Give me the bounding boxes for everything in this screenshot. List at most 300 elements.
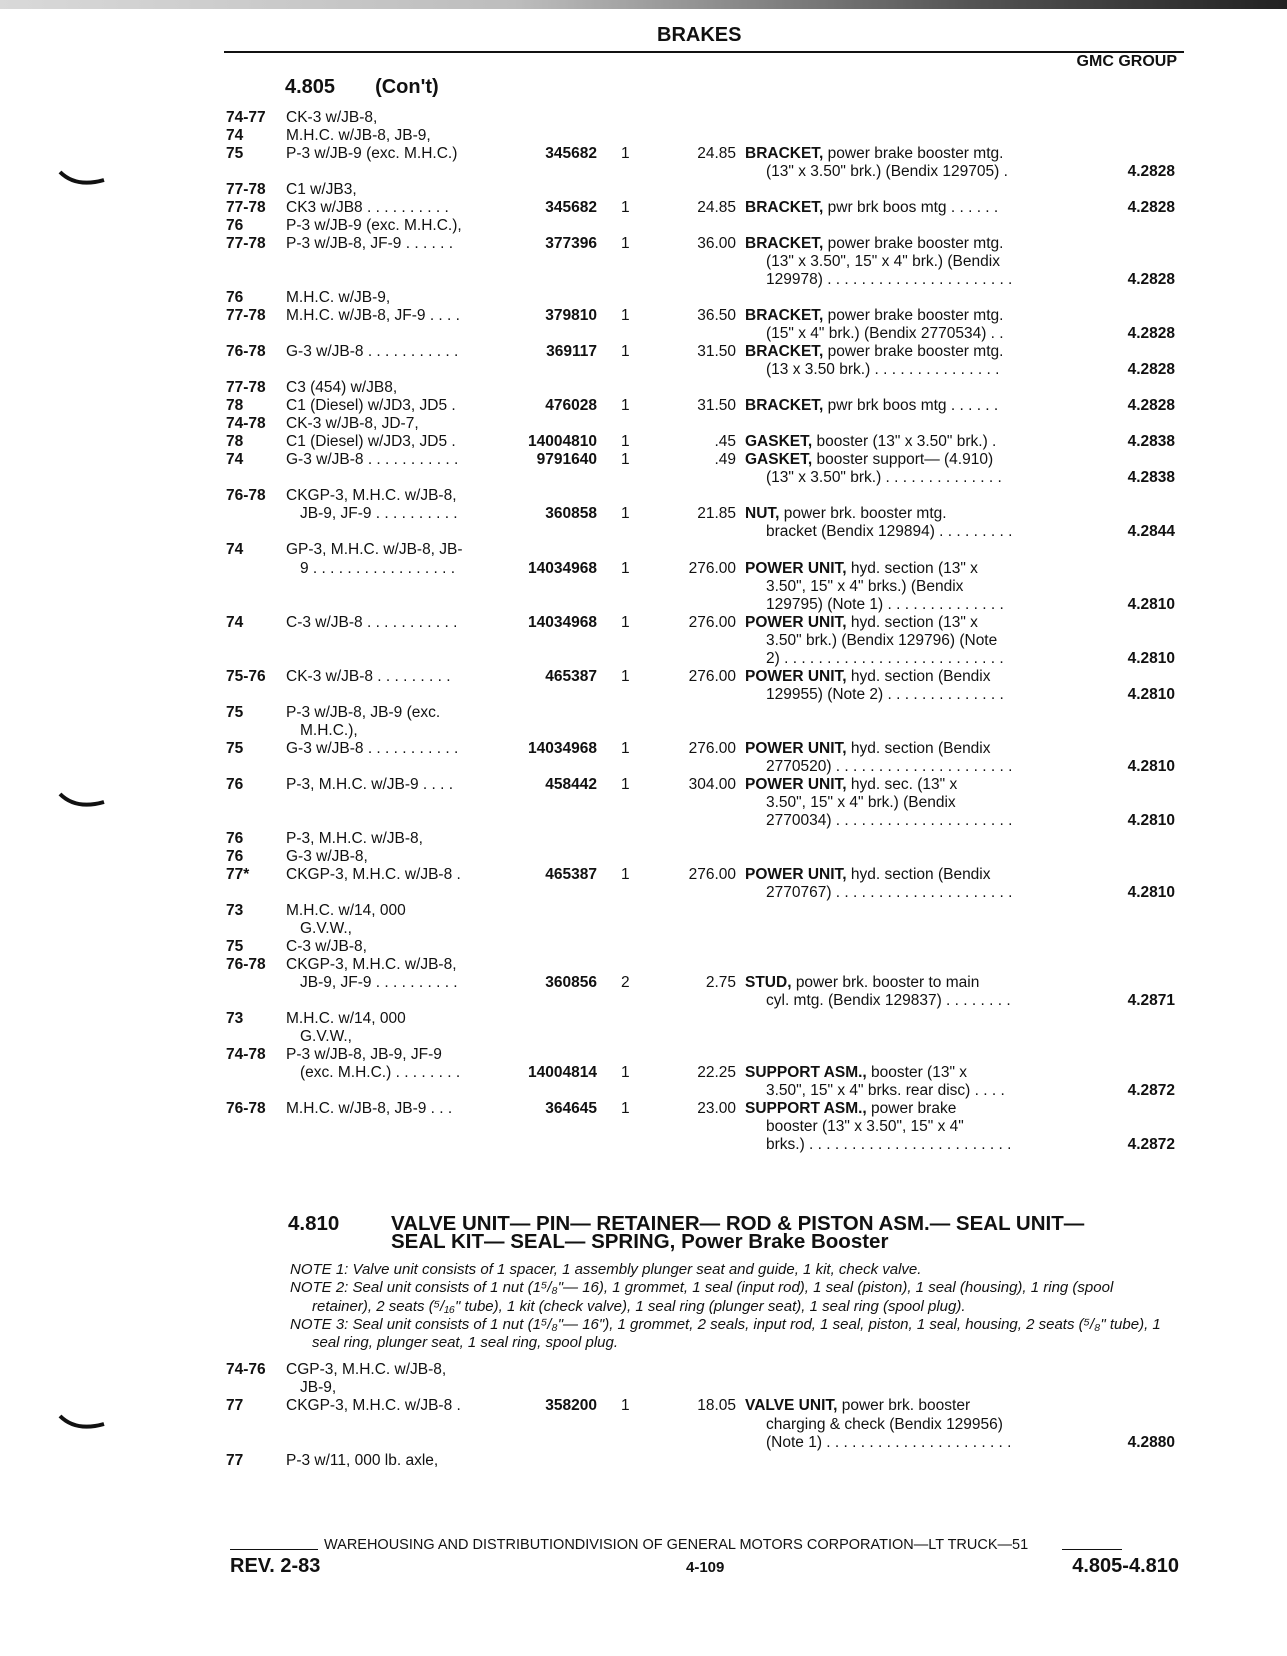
part-description [766, 757, 1012, 776]
table-row [0, 360, 1287, 379]
group-ref: 4.2810 [1127, 649, 1175, 667]
part-detail: 2) . . . . . . . . . . . . . . . . . . . . . . . . . . [766, 649, 1004, 667]
header-rule [224, 51, 1184, 53]
part-detail: (15" x 4" brk.) (Bendix 2770534) . . [766, 325, 1004, 343]
quantity: 1 [621, 775, 630, 793]
part-description [745, 1099, 956, 1118]
table-row [0, 540, 1287, 559]
price: 276.00 [688, 613, 736, 631]
application-desc: CKGP-3, M.H.C. w/JB-8 . [286, 865, 461, 883]
price: 276.00 [688, 559, 736, 577]
part-description [766, 162, 1008, 181]
binder-hole-mark [58, 792, 108, 812]
table-row [0, 1009, 1287, 1028]
part-name: BRACKET, [745, 307, 828, 325]
model-year: 76-78 [226, 1100, 266, 1118]
part-description [766, 1433, 1011, 1452]
model-year: 75 [226, 739, 244, 757]
price: 36.50 [697, 307, 736, 325]
part-description [766, 252, 1000, 271]
application-desc: C1 w/JB3, [286, 181, 357, 199]
quantity: 1 [621, 559, 630, 577]
price: 31.50 [697, 397, 736, 415]
price: 24.85 [697, 145, 736, 163]
application-desc: JB-9, JF-9 . . . . . . . . . . [300, 973, 458, 991]
part-detail: power brk. booster to main [795, 973, 980, 991]
quantity: 1 [621, 865, 630, 883]
binder-hole-mark [58, 1414, 108, 1434]
part-description [766, 360, 999, 379]
model-year: 77-78 [226, 235, 266, 253]
table-row [0, 1378, 1287, 1397]
quantity: 1 [621, 1397, 630, 1415]
table-row [0, 1081, 1287, 1100]
part-description [766, 577, 963, 596]
section-title-line1: VALVE UNIT— PIN— RETAINER— ROD & PISTON ASM.— SEAL UNIT— [391, 1212, 1085, 1235]
part-detail: hyd. section (Bendix [850, 865, 991, 883]
application-desc: P-3 w/JB-8, JB-9, JF-9 [286, 1046, 442, 1064]
table-row [0, 450, 1287, 469]
part-detail: power brake booster mtg. [827, 307, 1004, 325]
part-description [745, 1063, 967, 1082]
group-ref: 4.2810 [1127, 757, 1175, 775]
part-number: 369117 [546, 343, 597, 361]
part-description [745, 775, 957, 794]
part-detail: charging & check (Bendix 129956) [766, 1415, 1003, 1433]
footer-rule-right [1062, 1549, 1122, 1550]
notes-block [290, 1261, 1170, 1352]
application-desc: P-3 w/11, 000 lb. axle, [286, 1452, 439, 1469]
table-row [0, 180, 1287, 199]
quantity: 1 [621, 739, 630, 757]
application-desc: G.V.W., [300, 1028, 352, 1046]
table-row [0, 667, 1287, 686]
table-row [0, 1360, 1287, 1379]
table-row [0, 865, 1287, 884]
part-detail: power brake booster mtg. [827, 343, 1004, 361]
application-desc: P-3 w/JB-9 (exc. M.H.C.) [286, 145, 458, 163]
table-row [0, 649, 1287, 668]
part-number: 360856 [545, 973, 597, 991]
table-row [0, 1045, 1287, 1064]
price: 22.25 [697, 1064, 736, 1082]
price: 276.00 [688, 865, 736, 883]
group-ref: 4.2828 [1127, 271, 1175, 289]
part-detail: (13" x 3.50" brk.) . . . . . . . . . . . . . . [766, 469, 1002, 487]
part-description [766, 1415, 1003, 1434]
application-desc: G-3 w/JB-8 . . . . . . . . . . . [286, 343, 459, 361]
table-row [0, 486, 1287, 505]
group-ref: 4.2810 [1127, 595, 1175, 613]
part-name: SUPPORT ASM., [745, 1100, 872, 1118]
model-year: 74 [226, 613, 244, 631]
group-ref: 4.2872 [1127, 1082, 1175, 1100]
table-row [0, 252, 1287, 271]
application-desc: JB-9, [300, 1379, 337, 1397]
quantity: 1 [621, 199, 630, 217]
model-year: 74 [226, 541, 244, 559]
table-row [0, 396, 1287, 415]
table-row [0, 432, 1287, 451]
part-detail: 129795) (Note 1) . . . . . . . . . . . . . . [766, 595, 1004, 613]
application-desc: G-3 w/JB-8 . . . . . . . . . . . [286, 451, 459, 469]
part-detail: power brk. booster mtg. [783, 505, 947, 523]
model-year: 77-78 [226, 181, 266, 199]
part-description [745, 432, 996, 451]
part-name: BRACKET, [745, 199, 828, 217]
part-description [745, 342, 1003, 361]
part-description [766, 649, 1004, 668]
model-year: 77-78 [226, 379, 266, 397]
table-row [0, 504, 1287, 523]
application-desc: GP-3, M.H.C. w/JB-8, JB- [286, 541, 463, 559]
quantity: 1 [621, 307, 630, 325]
table-row [0, 757, 1287, 776]
model-year: 74 [226, 127, 244, 145]
table-row [0, 216, 1287, 235]
application-desc: G.V.W., [300, 919, 352, 937]
application-desc: CK-3 w/JB-8, JD-7, [286, 415, 419, 433]
table-row [0, 901, 1287, 920]
part-description [745, 739, 991, 758]
application-desc: P-3 w/JB-9 (exc. M.H.C.), [286, 217, 462, 235]
table-row [0, 559, 1287, 578]
part-number: 377396 [545, 235, 597, 253]
model-year: 76 [226, 217, 244, 235]
part-name: VALVE UNIT, [745, 1397, 842, 1415]
table-row [0, 198, 1287, 217]
part-number: 345682 [545, 199, 597, 217]
part-number: 476028 [545, 397, 597, 415]
part-description [766, 324, 1004, 343]
table-row [0, 703, 1287, 722]
footer-rule-left [230, 1549, 318, 1550]
part-detail: 129955) (Note 2) . . . . . . . . . . . . . . [766, 685, 1004, 703]
part-description [745, 1396, 970, 1415]
footer-publisher: WAREHOUSING AND DISTRIBUTIONDIVISION OF GENERAL MOTORS CORPORATION—LT TRUCK—51 [324, 1537, 1029, 1553]
part-description [745, 865, 991, 884]
table-row [0, 793, 1287, 812]
price: 276.00 [688, 667, 736, 685]
part-name: SUPPORT ASM., [745, 1064, 872, 1082]
part-name: GASKET, [745, 433, 817, 451]
model-year: 76 [226, 775, 244, 793]
group-label: GMC GROUP [1076, 53, 1177, 70]
table-row [0, 342, 1287, 361]
table-row [0, 288, 1287, 307]
model-year: 75 [226, 703, 244, 721]
model-year: 76 [226, 289, 244, 307]
application-desc: M.H.C. w/JB-8, JB-9 . . . [286, 1100, 453, 1118]
model-year: 75-76 [226, 667, 266, 685]
application-desc: C-3 w/JB-8 . . . . . . . . . . . [286, 613, 458, 631]
group-ref: 4.2880 [1127, 1433, 1175, 1451]
group-ref: 4.2871 [1127, 991, 1175, 1009]
price: 36.00 [697, 235, 736, 253]
price: 18.05 [697, 1397, 736, 1415]
table-row [0, 162, 1287, 181]
group-ref: 4.2828 [1127, 199, 1175, 217]
table-row [0, 991, 1287, 1010]
model-year: 76 [226, 847, 244, 865]
application-desc: C1 (Diesel) w/JD3, JD5 . [286, 397, 456, 415]
application-desc: CGP-3, M.H.C. w/JB-8, [286, 1361, 447, 1378]
application-desc: M.H.C. w/JB-9, [286, 289, 391, 307]
quantity: 1 [621, 397, 630, 415]
table-row [0, 1451, 1287, 1470]
application-desc: G-3 w/JB-8, [286, 847, 368, 865]
part-description [766, 811, 1012, 830]
price: .45 [714, 433, 736, 451]
part-detail: booster (13" x 3.50" brk.) . [816, 433, 997, 451]
part-detail: pwr brk boos mtg . . . . . . [827, 397, 999, 415]
group-ref: 4.2810 [1127, 883, 1175, 901]
application-desc: CKGP-3, M.H.C. w/JB-8, [286, 487, 457, 505]
table-row [0, 468, 1287, 487]
table-row [0, 306, 1287, 325]
price: 21.85 [697, 505, 736, 523]
table-row [0, 577, 1287, 596]
quantity: 1 [621, 667, 630, 685]
group-ref: 4.2828 [1127, 163, 1175, 181]
quantity: 1 [621, 235, 630, 253]
part-name: POWER UNIT, [745, 865, 851, 883]
price: .49 [714, 451, 736, 469]
model-year: 76-78 [226, 343, 266, 361]
quantity: 1 [621, 451, 630, 469]
part-detail: 129978) . . . . . . . . . . . . . . . . . . . . . . [766, 271, 1013, 289]
part-name: POWER UNIT, [745, 559, 851, 577]
model-year: 73 [226, 1010, 244, 1027]
quantity: 1 [621, 343, 630, 361]
table-row [0, 234, 1287, 253]
application-desc: C-3 w/JB-8, [286, 937, 367, 955]
part-detail: 3.50", 15" x 4" brks. rear disc) . . . . [766, 1082, 1005, 1100]
part-description [745, 504, 947, 523]
part-detail: (Note 1) . . . . . . . . . . . . . . . . . . . . . . [766, 1433, 1012, 1451]
model-year: 78 [226, 397, 244, 415]
part-description [766, 1081, 1005, 1100]
part-description [766, 793, 956, 812]
part-name: BRACKET, [745, 343, 828, 361]
group-ref: 4.2872 [1127, 1136, 1175, 1154]
binder-hole-mark [58, 170, 108, 190]
part-name: STUD, [745, 973, 796, 991]
price: 23.00 [697, 1100, 736, 1118]
part-description [745, 613, 978, 632]
table-row [0, 973, 1287, 992]
model-year: 74-77 [226, 109, 266, 126]
table-row [0, 1027, 1287, 1046]
table-row [0, 631, 1287, 650]
part-description [766, 883, 1012, 902]
price: 276.00 [688, 739, 736, 757]
part-name: POWER UNIT, [745, 613, 851, 631]
scan-edge [0, 0, 1287, 9]
application-desc: CK-3 w/JB-8, [286, 109, 378, 126]
table-row [0, 108, 1287, 127]
part-name: POWER UNIT, [745, 739, 851, 757]
model-year: 77* [226, 865, 250, 883]
part-name: BRACKET, [745, 397, 828, 415]
part-detail: pwr brk boos mtg . . . . . . [827, 199, 999, 217]
part-name: GASKET, [745, 451, 817, 469]
table-row [0, 1135, 1287, 1154]
table-row [0, 937, 1287, 956]
table-row [0, 811, 1287, 830]
note-1: NOTE 1: Valve unit consists of 1 spacer, 1 assembly plunger seat and guide, 1 kit, check valve. [290, 1261, 922, 1278]
model-year: 74 [226, 451, 244, 469]
price: 2.75 [705, 973, 736, 991]
part-description [745, 450, 993, 469]
part-description [766, 991, 1011, 1010]
section-cont: (Con't) [375, 76, 439, 98]
model-year: 76 [226, 829, 244, 847]
part-number: 360858 [545, 505, 597, 523]
table-row [0, 721, 1287, 740]
part-detail: power brake [871, 1100, 957, 1118]
table-row [0, 595, 1287, 614]
table-row [0, 1415, 1287, 1434]
table-row [0, 1396, 1287, 1415]
part-detail: (13" x 3.50" brk.) (Bendix 129705) . [766, 163, 1008, 181]
table-row [0, 883, 1287, 902]
part-description [745, 396, 998, 415]
application-desc: (exc. M.H.C.) . . . . . . . . [300, 1064, 461, 1082]
part-description [766, 270, 1012, 289]
model-year: 77 [226, 1452, 244, 1469]
part-detail: brks.) . . . . . . . . . . . . . . . . . . . . . . . . [766, 1136, 1012, 1154]
application-desc: CK3 w/JB8 . . . . . . . . . . [286, 199, 449, 217]
part-detail: bracket (Bendix 129894) . . . . . . . . . [766, 523, 1013, 541]
part-number: 345682 [545, 145, 597, 163]
part-detail: power brake booster mtg. [827, 235, 1004, 253]
application-desc: P-3, M.H.C. w/JB-9 . . . . [286, 775, 454, 793]
group-ref: 4.2810 [1127, 811, 1175, 829]
part-detail: hyd. section (Bendix [850, 739, 991, 757]
table-row [0, 847, 1287, 866]
application-desc: P-3 w/JB-8, JB-9 (exc. [286, 703, 441, 721]
part-number: 14034968 [528, 613, 597, 631]
application-desc: M.H.C. w/JB-8, JF-9 . . . . [286, 307, 460, 325]
part-detail: power brk. booster [841, 1397, 971, 1415]
table-row [0, 1433, 1287, 1452]
part-detail: 3.50", 15" x 4" brk.) (Bendix [766, 793, 956, 811]
application-desc: JB-9, JF-9 . . . . . . . . . . [300, 505, 458, 523]
table-row [0, 613, 1287, 632]
quantity: 1 [621, 1064, 630, 1082]
application-desc: G-3 w/JB-8 . . . . . . . . . . . [286, 739, 459, 757]
section-heading-4805 [285, 76, 439, 99]
part-description [766, 595, 1004, 614]
group-ref: 4.2828 [1127, 325, 1175, 343]
table-row [0, 324, 1287, 343]
price: 24.85 [697, 199, 736, 217]
table-row [0, 126, 1287, 145]
quantity: 1 [621, 613, 630, 631]
model-year: 75 [226, 145, 244, 163]
table-row [0, 829, 1287, 848]
part-detail: booster support— (4.910) [816, 451, 994, 469]
part-number: 9791640 [536, 451, 597, 469]
revision-label: REV. 2-83 [230, 1555, 321, 1577]
application-desc: M.H.C. w/JB-8, JB-9, [286, 127, 431, 145]
note-2: NOTE 2: Seal unit consists of 1 nut (1⁵/₈"— 16), 1 grommet, 1 seal (input rod), 1 seal (piston), 1 seal (housing), 1 ring (spool retainer), 2 seats (⁵/₁₆" tube), 1 kit (check valve), 1 seal ring (plunger seat), 1 seal ring (spool plug). [290, 1279, 1114, 1315]
section-number: 4.805 [285, 76, 336, 98]
part-detail: hyd. section (Bendix [850, 667, 991, 685]
table-row [0, 414, 1287, 433]
part-description [766, 1117, 964, 1136]
quantity: 1 [621, 433, 630, 451]
part-number: 458442 [545, 775, 597, 793]
part-detail: hyd. section (13" x [850, 613, 978, 631]
section-range: 4.805-4.810 [1072, 1555, 1179, 1577]
part-number: 364645 [545, 1100, 597, 1118]
note-3: NOTE 3: Seal unit consists of 1 nut (1⁵/₈"— 16"), 1 grommet, 2 seals, input rod, 1 seal, piston, 1 seal, housing, 2 seats (⁵/₈" tube), 1 seal ring, plunger seat, 1 seal ring, spool plug. [290, 1315, 1161, 1352]
model-year: 77-78 [226, 199, 266, 217]
price: 31.50 [697, 343, 736, 361]
part-detail: 3.50", 15" x 4" brks.) (Bendix [766, 577, 964, 595]
section-title-line2: SEAL KIT— SEAL— SPRING, Power Brake Booster [391, 1230, 889, 1253]
quantity: 2 [621, 973, 630, 991]
table-row [0, 919, 1287, 938]
part-number: 465387 [545, 667, 597, 685]
part-name: BRACKET, [745, 235, 828, 253]
table-row [0, 270, 1287, 289]
part-detail: booster (13" x 3.50", 15" x 4" [766, 1118, 964, 1136]
application-desc: M.H.C. w/14, 000 [286, 1010, 406, 1027]
model-year: 74-78 [226, 415, 266, 433]
table-row [0, 1063, 1287, 1082]
group-ref: 4.2844 [1127, 523, 1175, 541]
group-ref: 4.2838 [1127, 469, 1175, 487]
part-description [745, 559, 978, 578]
application-desc: CK-3 w/JB-8 . . . . . . . . . [286, 667, 451, 685]
part-description [766, 685, 1004, 704]
group-ref: 4.2828 [1127, 361, 1175, 379]
application-desc: CKGP-3, M.H.C. w/JB-8 . [286, 1397, 461, 1415]
part-number: 14004810 [528, 433, 597, 451]
model-year: 75 [226, 937, 244, 955]
table-row [0, 955, 1287, 974]
part-detail: cyl. mtg. (Bendix 129837) . . . . . . . . [766, 991, 1011, 1009]
table-row [0, 1099, 1287, 1118]
table-row [0, 522, 1287, 541]
table-row [0, 378, 1287, 397]
part-detail: (13 x 3.50 brk.) . . . . . . . . . . . . . . . [766, 361, 1000, 379]
part-name: POWER UNIT, [745, 667, 851, 685]
table-row [0, 685, 1287, 704]
model-year: 73 [226, 901, 244, 919]
model-year: 77-78 [226, 307, 266, 325]
part-description [745, 973, 979, 992]
group-ref: 4.2838 [1127, 433, 1175, 451]
part-number: 14004814 [528, 1064, 597, 1082]
group-ref: 4.2828 [1127, 397, 1175, 415]
part-description [745, 234, 1003, 253]
application-desc: M.H.C. w/14, 000 [286, 901, 406, 919]
part-detail: 2770034) . . . . . . . . . . . . . . . . . . . . . [766, 811, 1013, 829]
quantity: 1 [621, 505, 630, 523]
table-row [0, 739, 1287, 758]
model-year: 74-78 [226, 1046, 266, 1064]
part-number: 465387 [545, 865, 597, 883]
application-desc: P-3, M.H.C. w/JB-8, [286, 829, 423, 847]
part-description [745, 198, 998, 217]
part-description [766, 631, 997, 650]
application-desc: P-3 w/JB-8, JF-9 . . . . . . [286, 235, 454, 253]
model-year: 77 [226, 1397, 244, 1415]
